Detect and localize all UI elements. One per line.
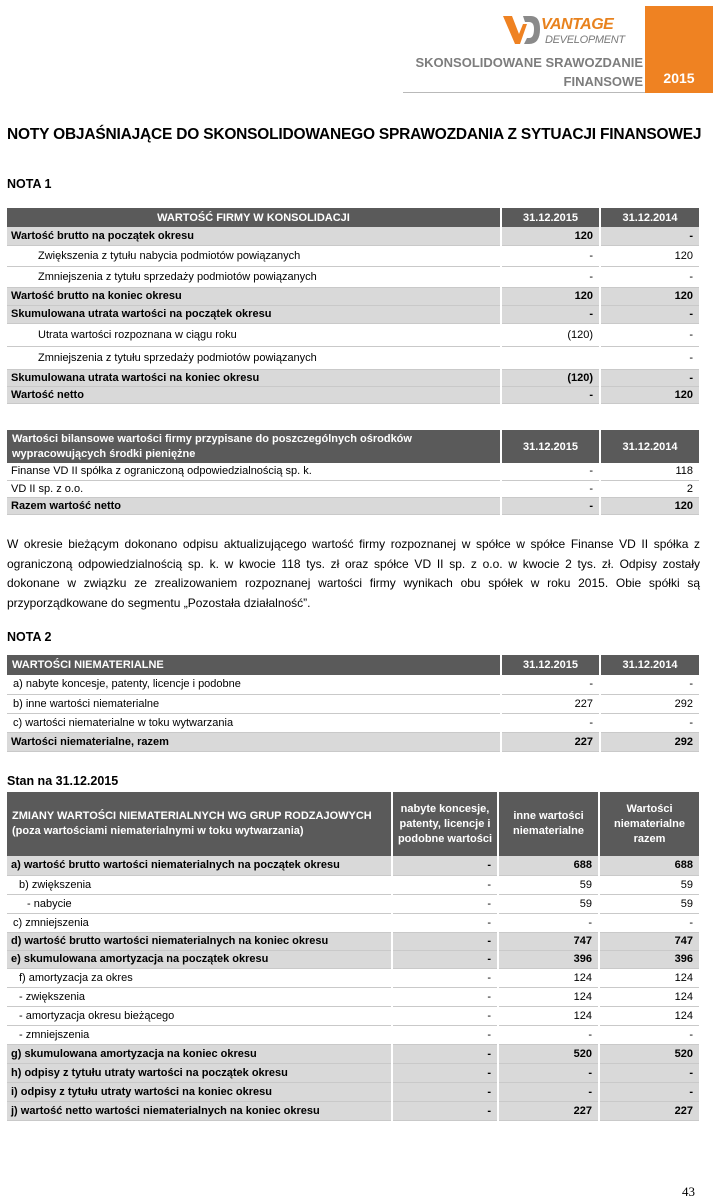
row-value-2015: -	[501, 480, 600, 497]
row-label: - nabycie	[7, 894, 392, 913]
row-value-other: 520	[498, 1044, 599, 1063]
changes-header-title-line1: ZMIANY WARTOŚCI NIEMATERIALNYCH WG GRUP RODZAJOWYCH	[12, 810, 372, 822]
table-row	[7, 245, 699, 266]
row-value-licences: -	[392, 987, 498, 1006]
row-label: Wartość brutto na koniec okresu	[7, 287, 501, 305]
row-value-licences: -	[392, 856, 498, 875]
row-value-2015: 227	[501, 732, 600, 751]
row-value-total: -	[599, 1082, 699, 1101]
row-value-licences: -	[392, 950, 498, 968]
row-value-licences: -	[392, 1006, 498, 1025]
row-value-2014: -	[600, 369, 699, 386]
logo-name: VANTAGE	[541, 16, 614, 33]
row-value-2014: 120	[600, 245, 699, 266]
row-value-other: 59	[498, 894, 599, 913]
row-value-2015: -	[501, 497, 600, 514]
row-value-licences: -	[392, 894, 498, 913]
row-label: - amortyzacja okresu bieżącego	[7, 1006, 392, 1025]
row-label: Razem wartość netto	[7, 497, 501, 514]
row-value-2014: 120	[600, 497, 699, 514]
row-label: a) nabyte koncesje, patenty, licencje i podobne	[7, 675, 501, 694]
row-label: j) wartość netto wartości niematerialnych na koniec okresu	[7, 1101, 392, 1120]
row-label: Wartość brutto na początek okresu	[7, 227, 501, 245]
row-value-2015: (120)	[501, 323, 600, 346]
row-label: h) odpisy z tytułu utraty wartości na początek okresu	[7, 1063, 392, 1082]
row-value-2014: -	[600, 266, 699, 287]
row-label: Wartość netto	[7, 386, 501, 403]
intangibles-table	[7, 655, 699, 752]
row-value-2014: -	[600, 675, 699, 694]
row-value-2014: 2	[600, 480, 699, 497]
row-value-total: 747	[599, 932, 699, 950]
table-row	[7, 323, 699, 346]
table-row	[7, 1044, 699, 1063]
table-row	[7, 369, 699, 386]
row-value-2014: 120	[600, 386, 699, 403]
row-value-2014: -	[600, 713, 699, 732]
row-value-2015: 227	[501, 694, 600, 713]
report-title	[403, 53, 643, 91]
logo-subtitle: DEVELOPMENT	[545, 34, 625, 46]
row-value-other: 59	[498, 875, 599, 894]
row-value-2015: -	[501, 675, 600, 694]
row-value-2015: -	[501, 463, 600, 480]
table-row	[7, 932, 699, 950]
row-value-licences: -	[392, 968, 498, 987]
row-value-other: 747	[498, 932, 599, 950]
table-row	[7, 386, 699, 403]
row-label: b) inne wartości niematerialne	[7, 694, 501, 713]
goodwill-header-2015: 31.12.2015	[501, 208, 600, 227]
intangibles-header-2015: 31.12.2015	[501, 655, 600, 675]
state-as-of-label: Stan na 31.12.2015	[7, 774, 119, 788]
row-value-2014: 292	[600, 732, 699, 751]
row-label: Skumulowana utrata wartości na koniec okresu	[7, 369, 501, 386]
row-value-other: 688	[498, 856, 599, 875]
table-row	[7, 497, 699, 514]
page-header	[403, 0, 713, 96]
table-row	[7, 287, 699, 305]
table-row	[7, 732, 699, 751]
intangibles-header-label: WARTOŚCI NIEMATERIALNE	[7, 655, 501, 675]
row-value-licences: -	[392, 932, 498, 950]
row-value-total: 124	[599, 987, 699, 1006]
row-value-other: -	[498, 1025, 599, 1044]
row-value-other: 124	[498, 987, 599, 1006]
row-value-licences: -	[392, 913, 498, 932]
row-value-total: -	[599, 1025, 699, 1044]
row-value-total: 688	[599, 856, 699, 875]
row-value-total: 396	[599, 950, 699, 968]
intangibles-changes-table	[7, 792, 699, 1121]
row-value-other: -	[498, 913, 599, 932]
row-value-other: -	[498, 1063, 599, 1082]
row-value-2014: -	[600, 305, 699, 323]
row-label: c) zmniejszenia	[7, 913, 392, 932]
row-value-2015: 120	[501, 287, 600, 305]
row-value-other: -	[498, 1082, 599, 1101]
page-title: NOTY OBJAŚNIAJĄCE DO SKONSOLIDOWANEGO SPRAWOZDANIA Z SYTUACJI FINANSOWEJ	[7, 126, 702, 143]
goodwill-allocation-table	[7, 430, 699, 515]
table-row	[7, 1101, 699, 1120]
row-value-2015: -	[501, 386, 600, 403]
changes-header-title-line2: (poza wartościami niematerialnymi w toku wytwarzania)	[12, 825, 304, 837]
row-value-licences: -	[392, 875, 498, 894]
row-value-2015: -	[501, 266, 600, 287]
page-number: 43	[682, 1184, 695, 1199]
goodwill-table	[7, 208, 699, 404]
row-value-2015: 120	[501, 227, 600, 245]
report-title-line1: SKONSOLIDOWANE SRAWOZDANIE	[415, 55, 643, 70]
allocation-header-2015: 31.12.2015	[501, 430, 600, 463]
row-value-total: 520	[599, 1044, 699, 1063]
intangibles-header-2014: 31.12.2014	[600, 655, 699, 675]
section-heading-nota1: NOTA 1	[7, 177, 52, 191]
row-value-total: 59	[599, 894, 699, 913]
row-label: e) skumulowana amortyzacja na początek okresu	[7, 950, 392, 968]
table-row	[7, 227, 699, 245]
table-row	[7, 463, 699, 480]
row-label: a) wartość brutto wartości niematerialnych na początek okresu	[7, 856, 392, 875]
changes-header-licences: nabyte koncesje, patenty, licencje i podobne wartości	[392, 792, 498, 856]
row-label: Zwiększenia z tytułu nabycia podmiotów powiązanych	[7, 245, 501, 266]
table-row	[7, 694, 699, 713]
row-value-total: -	[599, 1063, 699, 1082]
row-label: VD II sp. z o.o.	[7, 480, 501, 497]
row-value-2014: 118	[600, 463, 699, 480]
goodwill-header-label: WARTOŚĆ FIRMY W KONSOLIDACJI	[7, 208, 501, 227]
table-row	[7, 305, 699, 323]
table-row	[7, 1082, 699, 1101]
changes-header-title	[7, 792, 392, 856]
row-label: f) amortyzacja za okres	[7, 968, 392, 987]
row-label: b) zwiększenia	[7, 875, 392, 894]
table-row	[7, 480, 699, 497]
row-label: c) wartości niematerialne w toku wytwarzania	[7, 713, 501, 732]
table-row	[7, 266, 699, 287]
changes-header-total: Wartości niematerialne razem	[599, 792, 699, 856]
changes-header-other: inne wartości niematerialne	[498, 792, 599, 856]
row-label: - zmniejszenia	[7, 1025, 392, 1044]
row-value-licences: -	[392, 1101, 498, 1120]
row-value-licences: -	[392, 1082, 498, 1101]
row-label: Zmniejszenia z tytułu sprzedaży podmiotów powiązanych	[7, 266, 501, 287]
row-value-other: 396	[498, 950, 599, 968]
row-value-2014: 120	[600, 287, 699, 305]
row-label: Wartości niematerialne, razem	[7, 732, 501, 751]
section-heading-nota2: NOTA 2	[7, 630, 52, 644]
table-row	[7, 875, 699, 894]
row-value-licences: -	[392, 1025, 498, 1044]
row-value-total: 59	[599, 875, 699, 894]
row-label: d) wartość brutto wartości niematerialnych na koniec okresu	[7, 932, 392, 950]
row-value-2015: -	[501, 245, 600, 266]
table-row	[7, 950, 699, 968]
table-row	[7, 856, 699, 875]
allocation-header-2014: 31.12.2014	[600, 430, 699, 463]
row-value-2015	[501, 346, 600, 369]
report-title-line2: FINANSOWE	[563, 74, 643, 89]
table-row	[7, 894, 699, 913]
row-value-total: -	[599, 913, 699, 932]
allocation-header-label: Wartości bilansowe wartości firmy przypisane do poszczególnych ośrodków wypracowujących środki pieniężne	[7, 430, 501, 463]
table-row	[7, 1025, 699, 1044]
table-row	[7, 675, 699, 694]
row-label: Zmniejszenia z tytułu sprzedaży podmiotów powiązanych	[7, 346, 501, 369]
row-label: Finanse VD II spółka z ograniczoną odpowiedzialnością sp. k.	[7, 463, 501, 480]
report-year: 2015	[645, 6, 713, 93]
row-label: Skumulowana utrata wartości na początek okresu	[7, 305, 501, 323]
row-label: - zwiększenia	[7, 987, 392, 1006]
row-value-2015: -	[501, 713, 600, 732]
row-value-other: 124	[498, 968, 599, 987]
table-row	[7, 913, 699, 932]
row-value-other: 124	[498, 1006, 599, 1025]
vantage-logo-icon	[501, 12, 541, 46]
table-row	[7, 987, 699, 1006]
row-value-2014: -	[600, 323, 699, 346]
table-row	[7, 1006, 699, 1025]
row-label: Utrata wartości rozpoznana w ciągu roku	[7, 323, 501, 346]
row-value-2014: 292	[600, 694, 699, 713]
table-row	[7, 713, 699, 732]
table-row	[7, 346, 699, 369]
header-divider	[403, 92, 645, 93]
table-row	[7, 968, 699, 987]
row-value-total: 124	[599, 968, 699, 987]
row-value-2015: (120)	[501, 369, 600, 386]
goodwill-header-2014: 31.12.2014	[600, 208, 699, 227]
nota1-paragraph: W okresie bieżącym dokonano odpisu aktualizującego wartość firmy rozpoznanej w spółce w spółce Finanse VD II spółka z ograniczoną odpowiedzialnością sp. k. w kwocie 118 tys. zł oraz spółce VD II sp. z o.o. w kwocie 2 tys. zł. Odpisy zostały dokonane w związku ze zrealizowaniem rozpoznanej wartości firmy wynikach obu spółek w roku 2015. Obie spółki są przyporządkowane do segmentu „Pozostała działalność”.	[7, 537, 700, 610]
row-value-total: 227	[599, 1101, 699, 1120]
row-value-total: 124	[599, 1006, 699, 1025]
row-value-licences: -	[392, 1063, 498, 1082]
company-logo	[501, 12, 633, 48]
row-label: i) odpisy z tytułu utraty wartości na koniec okresu	[7, 1082, 392, 1101]
table-row	[7, 1063, 699, 1082]
row-value-other: 227	[498, 1101, 599, 1120]
row-value-2014: -	[600, 346, 699, 369]
row-label: g) skumulowana amortyzacja na koniec okresu	[7, 1044, 392, 1063]
row-value-2015: -	[501, 305, 600, 323]
row-value-2014: -	[600, 227, 699, 245]
row-value-licences: -	[392, 1044, 498, 1063]
